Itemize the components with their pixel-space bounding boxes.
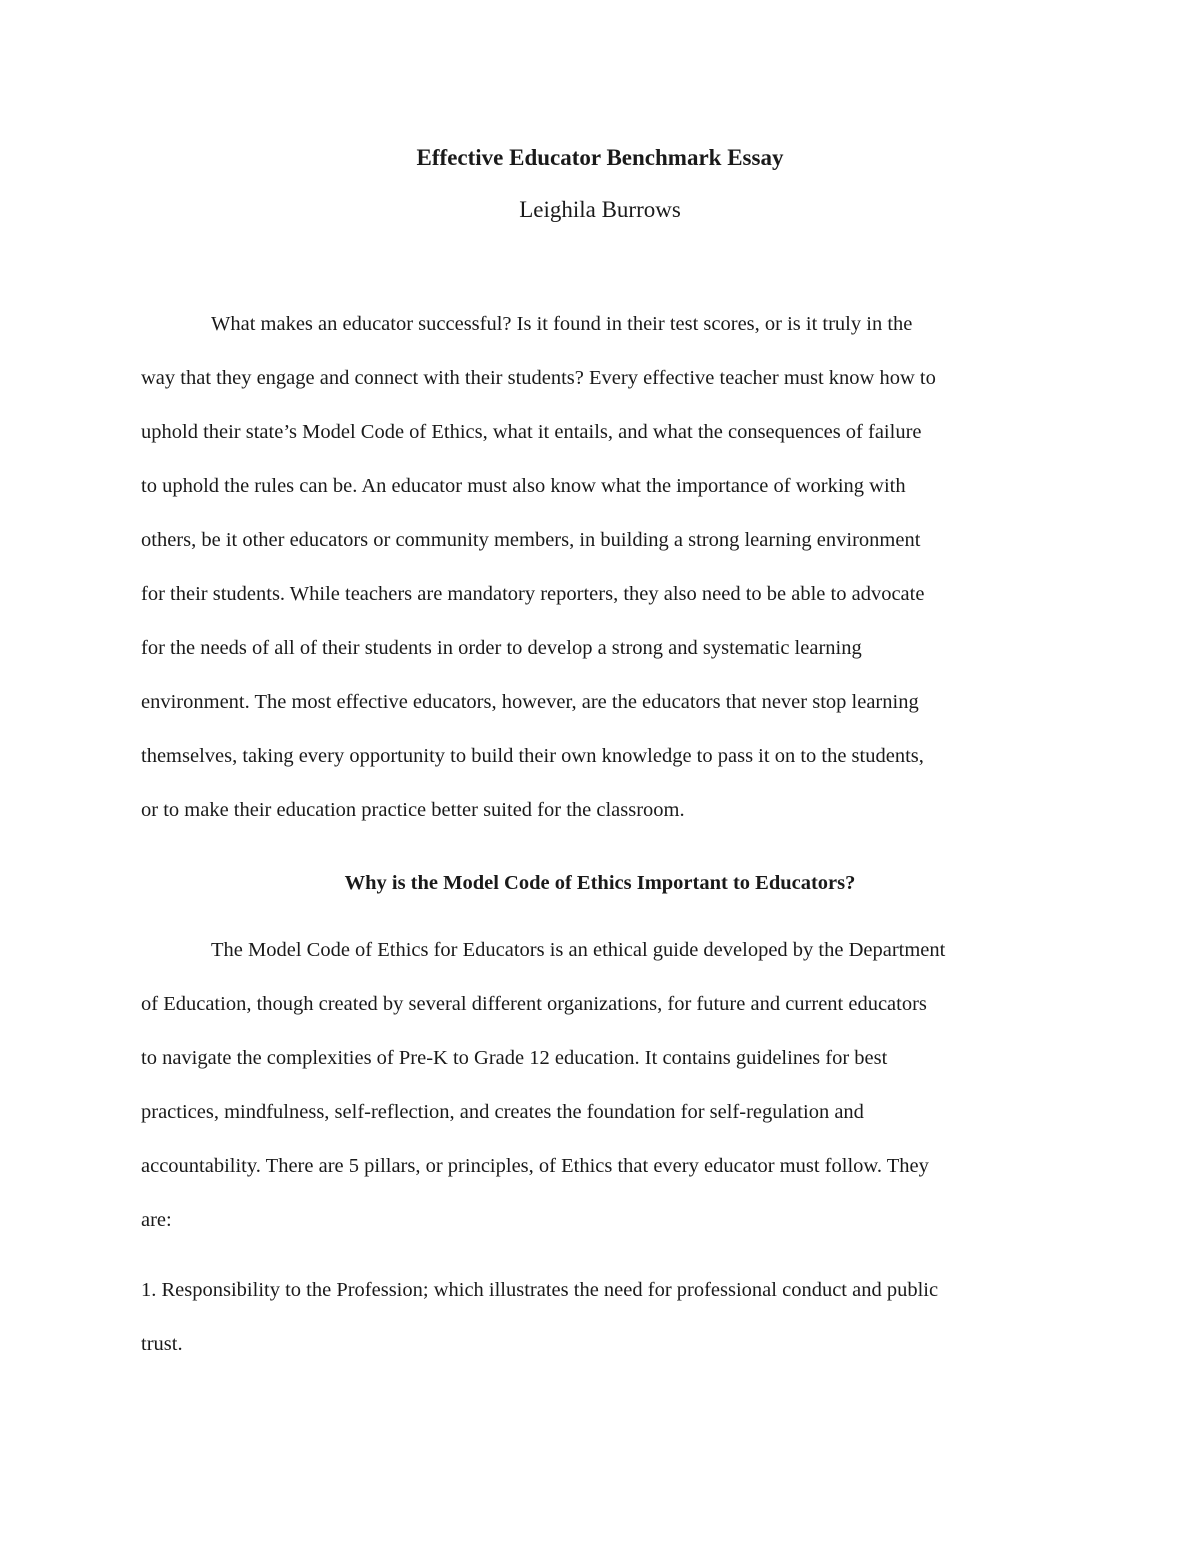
section-line: The Model Code of Ethics for Educators is an ethical guide developed by the Department: [211, 939, 946, 961]
intro-line: for the needs of all of their students in order to develop a strong and systematic learning: [141, 637, 862, 659]
intro-line: to uphold the rules can be. An educator must also know what the importance of working with: [141, 475, 906, 497]
section-line: are:: [141, 1209, 172, 1231]
section-line: to navigate the complexities of Pre-K to Grade 12 education. It contains guidelines for best: [141, 1047, 888, 1069]
section-heading: Why is the Model Code of Ethics Important to Educators?: [344, 872, 856, 894]
document-author: Leighila Burrows: [519, 197, 681, 222]
list-item-line: trust.: [141, 1333, 183, 1355]
section-line: of Education, though created by several different organizations, for future and current educators: [141, 993, 927, 1015]
section-line: practices, mindfulness, self-reflection, and creates the foundation for self-regulation and: [141, 1101, 864, 1123]
document-title: Effective Educator Benchmark Essay: [416, 145, 784, 170]
intro-line: uphold their state’s Model Code of Ethics, what it entails, and what the consequences of failure: [141, 421, 922, 443]
intro-line: environment. The most effective educators, however, are the educators that never stop learning: [141, 691, 919, 713]
intro-line: way that they engage and connect with their students? Every effective teacher must know how to: [141, 367, 936, 389]
intro-line: others, be it other educators or community members, in building a strong learning environment: [141, 529, 921, 551]
intro-line: or to make their education practice better suited for the classroom.: [141, 799, 685, 821]
list-item-line: 1. Responsibility to the Profession; which illustrates the need for professional conduct and public: [141, 1279, 939, 1301]
intro-line: What makes an educator successful? Is it found in their test scores, or is it truly in the: [211, 313, 913, 335]
section-line: accountability. There are 5 pillars, or principles, of Ethics that every educator must follow. They: [141, 1155, 929, 1177]
intro-line: for their students. While teachers are mandatory reporters, they also need to be able to advocate: [141, 583, 925, 605]
intro-line: themselves, taking every opportunity to build their own knowledge to pass it on to the students,: [141, 745, 924, 767]
